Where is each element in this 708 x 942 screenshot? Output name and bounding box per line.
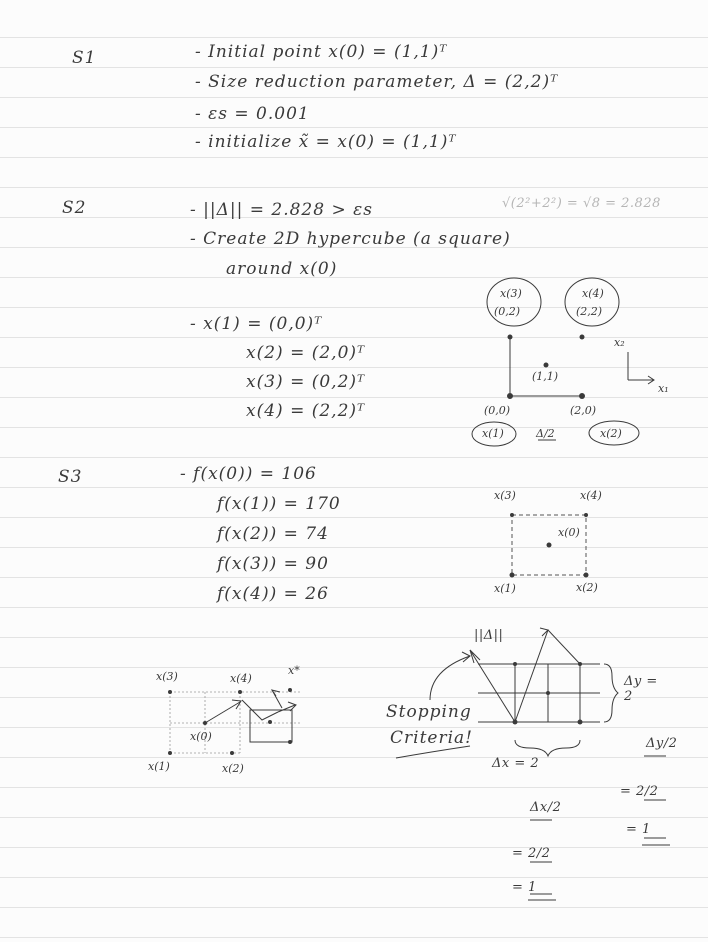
s2-diagram-x3-coord: (0,2) xyxy=(494,305,521,318)
s2-corner-x2: x(2) = (2,0)ᵀ xyxy=(246,343,366,363)
s2-diagram-x2-label: x(2) xyxy=(600,427,622,440)
bottom-left-xstar: x* xyxy=(288,664,300,677)
s2-around-line: around x(0) xyxy=(226,259,338,279)
s3-diagram-x4: x(4) xyxy=(580,489,602,502)
s2-diagram-x1-coord: (0,0) xyxy=(484,404,511,417)
bottom-left-x4: x(4) xyxy=(230,672,252,685)
s1-line-1: - Initial point x(0) = (1,1)ᵀ xyxy=(195,42,448,62)
bottom-right-criteria: Criteria! xyxy=(390,728,473,748)
dx-step-1: Δx/2 xyxy=(530,800,562,815)
section-label-s3: S3 xyxy=(58,467,83,487)
s1-line-2: - Size reduction parameter, Δ = (2,2)ᵀ xyxy=(195,72,559,92)
s3-diagram-x2: x(2) xyxy=(576,581,598,594)
s3-f-x4: f(x(4)) = 26 xyxy=(217,584,329,604)
section-label-s1: S1 xyxy=(72,48,97,68)
bottom-left-x3: x(3) xyxy=(156,670,178,683)
s2-diagram-x2-coord: (2,0) xyxy=(570,404,597,417)
dy-step-1: Δy/2 xyxy=(646,736,678,751)
s2-corner-x3: x(3) = (0,2)ᵀ xyxy=(246,372,366,392)
s1-line-4: - initialize x̃ = x(0) = (1,1)ᵀ xyxy=(195,132,457,152)
s2-diagram-center-coord: (1,1) xyxy=(532,370,559,383)
s3-diagram-x1: x(1) xyxy=(494,582,516,595)
s2-norm-calculation: √(2²+2²) = √8 = 2.828 xyxy=(502,196,661,211)
section-label-s2: S2 xyxy=(62,198,87,218)
bottom-right-norm: ||Δ|| xyxy=(474,628,504,643)
bottom-left-x2: x(2) xyxy=(222,762,244,775)
bottom-left-x0: x(0) xyxy=(190,730,212,743)
bottom-right-stopping: Stopping xyxy=(386,702,472,722)
dy-step-3: = 1 xyxy=(626,822,651,837)
bottom-left-x1: x(1) xyxy=(148,760,170,773)
bottom-right-delta-y: Δy = 2 xyxy=(624,674,658,704)
s3-f-x2: f(x(2)) = 74 xyxy=(217,524,329,544)
s2-diagram-x4-coord: (2,2) xyxy=(576,305,603,318)
s2-diagram-x1-label: x(1) xyxy=(482,427,504,440)
s3-f-x1: f(x(1)) = 170 xyxy=(217,494,341,514)
dx-step-3: = 1 xyxy=(512,880,537,895)
s2-corner-x1: - x(1) = (0,0)ᵀ xyxy=(190,314,323,334)
s3-diagram-x0: x(0) xyxy=(558,526,580,539)
s3-f-x3: f(x(3)) = 90 xyxy=(217,554,329,574)
s3-diagram-x3: x(3) xyxy=(494,489,516,502)
s2-diagram-axis-x2: x₂ xyxy=(614,336,625,349)
s3-square-diagram xyxy=(510,513,589,578)
s2-diagram-axis-x1: x₁ xyxy=(658,382,669,395)
dy-step-2: = 2/2 xyxy=(620,784,659,799)
s2-corner-x4: x(4) = (2,2)ᵀ xyxy=(246,401,366,421)
s1-line-3: - εs = 0.001 xyxy=(195,104,310,124)
s2-norm-line: - ||Δ|| = 2.828 > εs xyxy=(190,200,373,220)
s2-diagram-delta-half: Δ/2 xyxy=(536,427,555,440)
bottom-left-path-diagram xyxy=(168,688,300,755)
s2-create-line: - Create 2D hypercube (a square) xyxy=(190,229,511,249)
s2-diagram-x3-label: x(3) xyxy=(500,287,522,300)
dx-step-2: = 2/2 xyxy=(512,846,551,861)
s2-diagram-x4-label: x(4) xyxy=(582,287,604,300)
s2-square-diagram xyxy=(472,278,654,446)
bottom-right-delta-x: Δx = 2 xyxy=(492,756,540,771)
s3-f-x0: - f(x(0)) = 106 xyxy=(180,464,317,484)
